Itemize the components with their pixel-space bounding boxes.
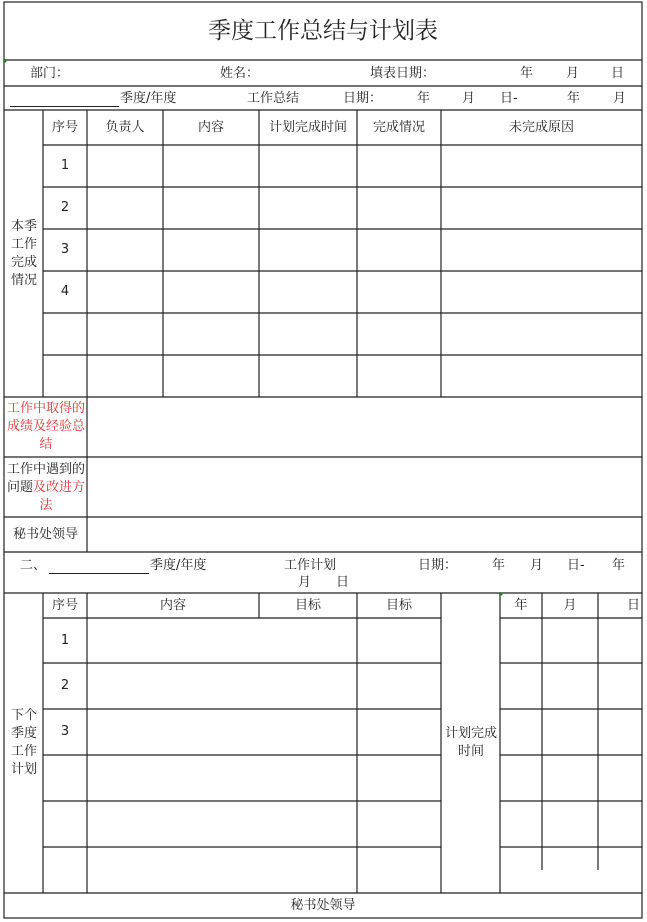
month-label: 月: [566, 66, 580, 81]
quarter-label: 季度/年度: [120, 91, 177, 106]
header-index: 序号: [51, 119, 78, 135]
header-target: 目标: [385, 597, 412, 613]
month-label: 月: [298, 575, 312, 590]
header-day: 日: [626, 597, 640, 613]
year-label: 年: [492, 558, 506, 573]
header-year: 年: [514, 597, 528, 613]
section2-prefix: 二、: [20, 558, 47, 573]
month-label: 月: [530, 558, 544, 573]
work-plan-label: 工作计划: [284, 558, 337, 573]
day-label: 日-: [500, 91, 518, 106]
header-content: 内容: [159, 597, 186, 613]
quarter-field[interactable]: [49, 557, 149, 574]
name-label: 姓名：: [220, 66, 260, 81]
header-index: 序号: [51, 597, 78, 613]
improvement-label-text: 及改进方法: [33, 480, 86, 513]
problems-label-text: 工作中遇到的问题: [6, 462, 85, 495]
header-status: 完成情况: [372, 119, 425, 135]
date-label: 日期：: [418, 558, 458, 573]
page-title: 季度工作总结与计划表: [208, 18, 438, 44]
month-label: 月: [613, 91, 627, 106]
day-label: 日-: [567, 558, 585, 573]
day-label: 日: [611, 66, 625, 81]
row-number: 2: [60, 678, 70, 693]
header-content: 内容: [197, 119, 224, 135]
header-target: 目标: [294, 597, 321, 613]
fill-date-label: 填表日期：: [370, 66, 436, 81]
year-label: 年: [612, 558, 626, 573]
month-label: 月: [462, 91, 476, 106]
planned-time-label: 计划完成时间: [444, 726, 497, 759]
day-label: 日: [336, 575, 350, 590]
work-summary-label: 工作总结: [247, 91, 300, 106]
row-number: 3: [60, 242, 70, 257]
header-month: 月: [563, 597, 577, 613]
achievements-label: 工作中取得的成绩及经验总结: [6, 401, 85, 452]
header-reason: 未完成原因: [508, 119, 574, 135]
row-number: 3: [60, 724, 70, 739]
header-owner: 负责人: [105, 119, 145, 135]
year-label: 年: [520, 66, 534, 81]
problems-label: [6, 457, 86, 517]
dept-label: 部门：: [30, 66, 70, 81]
header-planned-time: 计划完成时间: [268, 119, 347, 135]
section1-side-label: 本季工作完成情况: [10, 218, 37, 288]
section2-side-label: 下个季度工作计划: [10, 708, 37, 777]
row-number: 2: [60, 200, 70, 215]
row-number: 1: [60, 632, 70, 648]
row-number: 1: [60, 158, 70, 173]
year-label: 年: [417, 91, 431, 106]
secretary-label: 秘书处领导: [290, 897, 356, 913]
date-label: 日期：: [343, 91, 383, 106]
quarter-field[interactable]: [10, 90, 119, 107]
row-number: 4: [60, 284, 70, 299]
quarter-label: 季度/年度: [150, 558, 207, 573]
year-label: 年: [567, 91, 581, 106]
secretary-label: 秘书处领导: [12, 526, 78, 542]
